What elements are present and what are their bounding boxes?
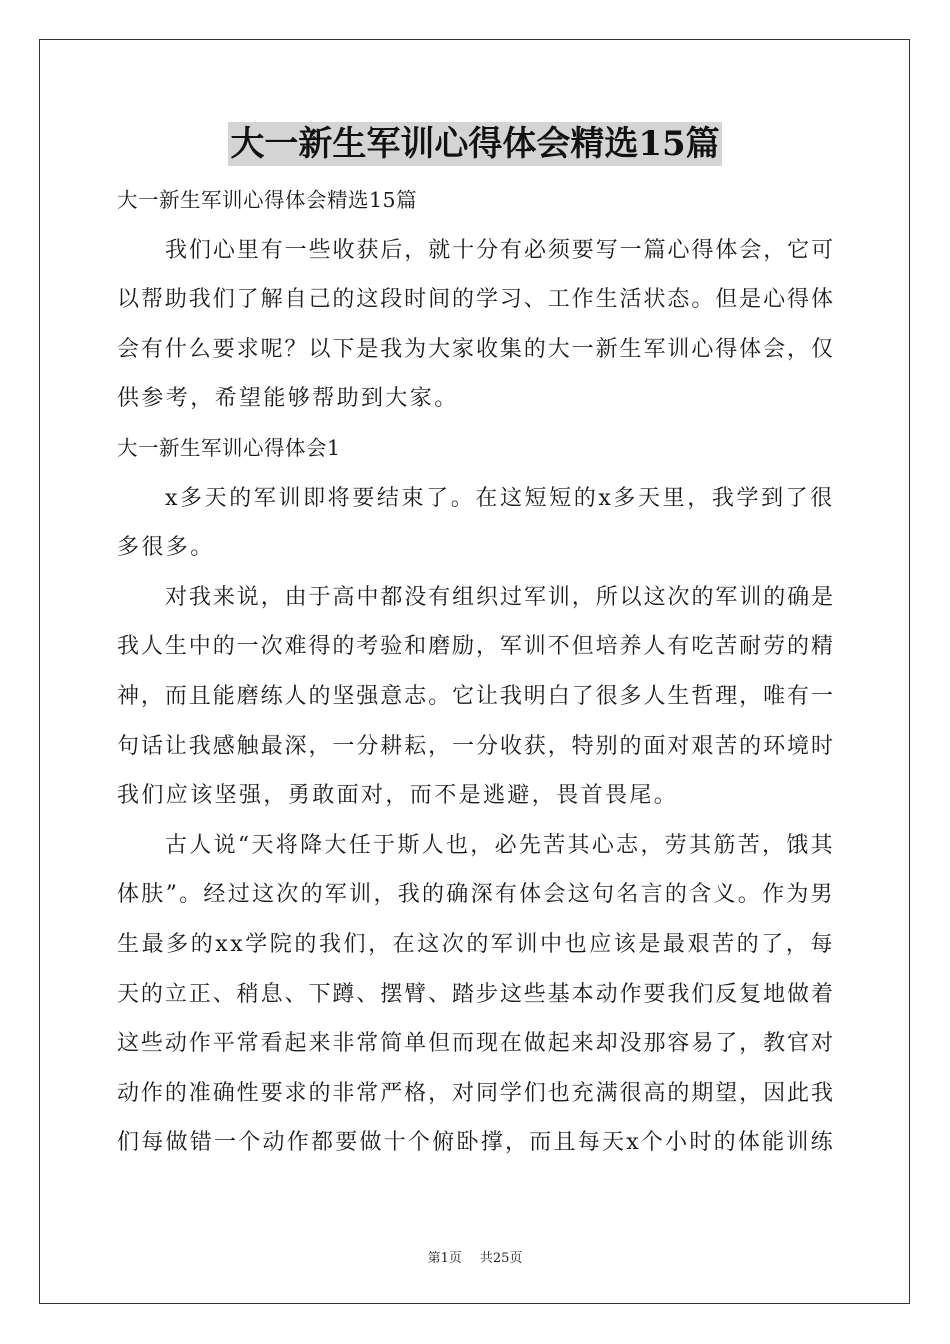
paragraph-line: 供参考，希望能够帮助到大家。 xyxy=(117,386,459,412)
section-heading-line: 大一新生军训心得体会精选15篇 xyxy=(117,188,418,212)
page-total: 共25页 xyxy=(479,1251,523,1266)
paragraph-line: 这些动作平常看起来非常简单但而现在做起来却没那容易了，教官对 xyxy=(117,1031,835,1057)
document-title xyxy=(0,122,950,166)
paragraph-line: 生最多的xx学院的我们，在这次的军训中也应该是最艰苦的了，每 xyxy=(117,931,835,957)
paragraph-line: 以帮助我们了解自己的这段时间的学习、工作生活状态。但是心得体 xyxy=(117,287,835,313)
section-heading-line: 大一新生军训心得体会1 xyxy=(117,435,341,460)
paragraph-line: 会有什么要求呢？以下是我为大家收集的大一新生军训心得体会，仅 xyxy=(117,336,835,362)
paragraph-line: 我人生中的一次难得的考验和磨励，军训不但培养人有吃苦耐劳的精 xyxy=(117,634,835,660)
paragraph-line: 古人说“天将降大任于斯人也，必先苦其心志，劳其筋苦，饿其 xyxy=(165,832,835,858)
paragraph-line: 体肤”。经过这次的军训，我的确深有体会这句名言的含义。作为男 xyxy=(117,882,835,908)
paragraph-line: 动作的准确性要求的非常严格，对同学们也充满很高的期望，因此我 xyxy=(117,1080,835,1106)
paragraph-line: 天的立正、稍息、下蹲、摆臂、踏步这些基本动作要我们反复地做着 xyxy=(117,981,835,1007)
paragraph-line: 我们心里有一些收获后，就十分有必须要写一篇心得体会，它可 xyxy=(165,237,836,263)
paragraph-line: 我们应该坚强，勇敢面对，而不是逃避，畏首畏尾。 xyxy=(117,783,679,809)
paragraph-line: 句话让我感触最深，一分耕耘，一分收获，特别的面对艰苦的环境时 xyxy=(117,733,835,759)
paragraph-line: 多很多。 xyxy=(117,535,215,561)
paragraph-line: 们每做错一个动作都要做十个俯卧撑，而且每天x个小时的体能训练 xyxy=(117,1130,835,1156)
document-body xyxy=(117,176,835,1168)
document-title-text: 大一新生军训心得体会精选15篇 xyxy=(230,124,720,164)
page-footer xyxy=(0,1247,950,1266)
paragraph-line: 神，而且能磨练人的坚强意志。它让我明白了很多人生哲理，唯有一 xyxy=(117,683,835,709)
page-number: 第1页 xyxy=(427,1251,462,1266)
paragraph-line: 对我来说，由于高中都没有组织过军训，所以这次的军训的确是 xyxy=(165,584,836,610)
paragraph-line: x多天的军训即将要结束了。在这短短的x多天里，我学到了很 xyxy=(165,485,835,511)
